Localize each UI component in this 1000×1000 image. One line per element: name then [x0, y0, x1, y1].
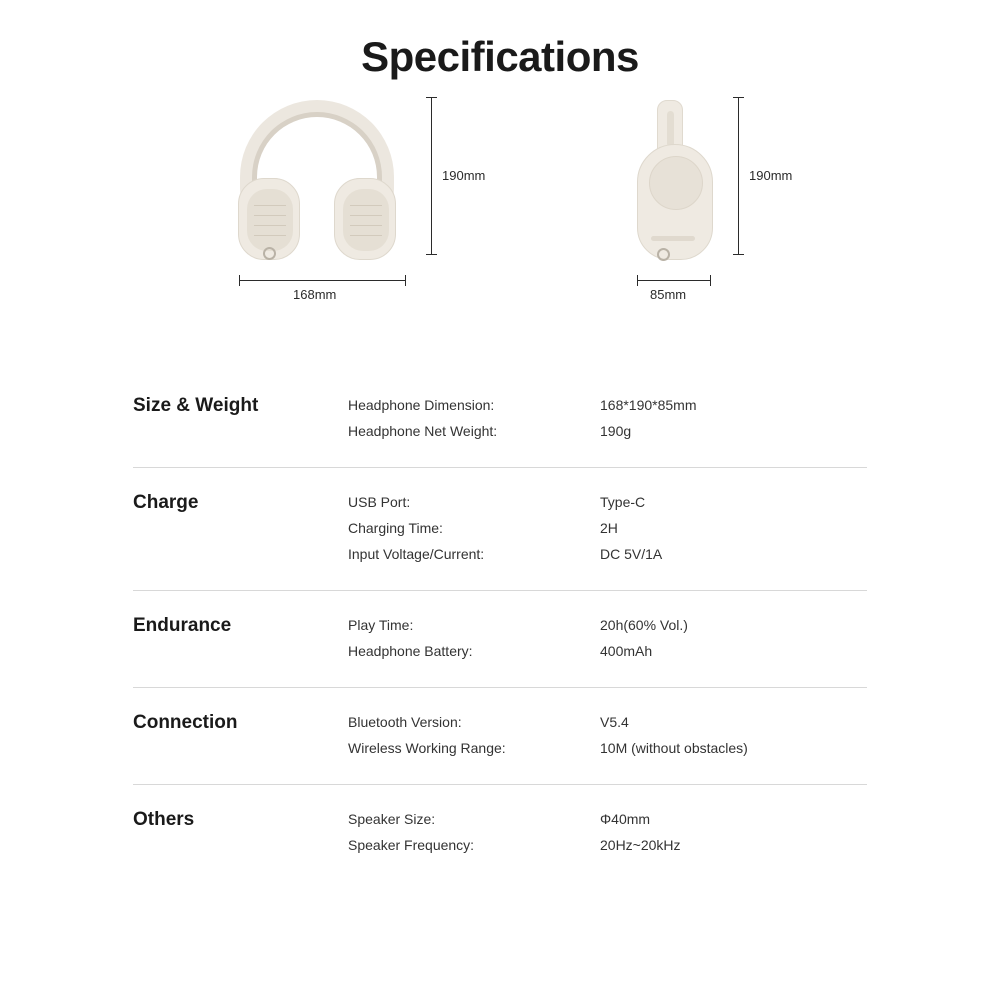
spec-rows [348, 807, 867, 859]
spec-section-charge [133, 467, 867, 590]
spec-section-others [133, 784, 867, 881]
spec-key: Input Voltage/Current: [348, 546, 485, 562]
spec-value: 400mAh [600, 643, 653, 659]
spec-row [348, 736, 867, 760]
spec-category-label: Others [133, 809, 195, 830]
spec-row [348, 613, 867, 637]
spec-category-label: Charge [133, 492, 199, 513]
specifications-table [133, 389, 867, 881]
spec-row [348, 419, 867, 443]
spec-rows [348, 393, 867, 445]
spec-value: 20h(60% Vol.) [600, 617, 688, 633]
spec-value: V5.4 [600, 714, 629, 730]
spec-key: Speaker Size: [348, 811, 436, 827]
spec-row [348, 639, 867, 663]
side-height-dimension-line [738, 97, 739, 255]
spec-key: Charging Time: [348, 520, 443, 536]
spec-row [348, 710, 867, 734]
spec-category-label: Connection [133, 712, 238, 733]
spec-category-label: Endurance [133, 615, 232, 636]
spec-rows [348, 613, 867, 665]
earcup-right [334, 178, 396, 260]
spec-key: USB Port: [348, 494, 411, 510]
spec-section-connection [133, 687, 867, 784]
spec-value: DC 5V/1A [600, 546, 663, 562]
spec-value: Φ40mm [600, 811, 651, 827]
spec-section-size-weight [133, 389, 867, 467]
spec-row [348, 833, 867, 857]
spec-key: Headphone Dimension: [348, 397, 495, 413]
spec-row [348, 807, 867, 831]
front-height-label: 190mm [442, 168, 486, 183]
spec-row [348, 490, 867, 514]
spec-section-endurance [133, 590, 867, 687]
spec-key: Speaker Frequency: [348, 837, 475, 853]
product-dimension-diagram [0, 95, 1000, 335]
front-width-label: 168mm [293, 287, 337, 302]
spec-row [348, 393, 867, 417]
spec-row [348, 542, 867, 566]
spec-value: Type-C [600, 494, 646, 510]
spec-value: 10M (without obstacles) [600, 740, 748, 756]
front-height-dimension-line [431, 97, 432, 255]
spec-value: 168*190*85mm [600, 397, 697, 413]
spec-key: Wireless Working Range: [348, 740, 506, 756]
spec-row [348, 516, 867, 540]
side-width-dimension-line [637, 280, 711, 281]
front-width-dimension-line [239, 280, 406, 281]
page-title: Specifications [361, 33, 639, 80]
headphones-side-view-icon [637, 100, 717, 275]
earpad-left [247, 189, 293, 251]
spec-rows [348, 490, 867, 568]
side-width-label: 85mm [650, 287, 687, 302]
spec-key: Headphone Battery: [348, 643, 473, 659]
spec-rows [348, 710, 867, 762]
spec-value: 20Hz~20kHz [600, 837, 681, 853]
side-height-label: 190mm [749, 168, 793, 183]
control-buttons [651, 236, 695, 241]
spec-category-label: Size & Weight [133, 395, 259, 416]
spec-value: 2H [600, 520, 618, 536]
earcup-disc [649, 156, 703, 210]
headphones-front-view-icon [232, 100, 402, 275]
usb-port-side-icon [657, 248, 670, 261]
spec-value: 190g [600, 423, 632, 439]
spec-key: Headphone Net Weight: [348, 423, 498, 439]
spec-key: Play Time: [348, 617, 414, 633]
earcup-left [238, 178, 300, 260]
spec-key: Bluetooth Version: [348, 714, 462, 730]
usb-port-icon [263, 247, 276, 260]
earpad-right [343, 189, 389, 251]
